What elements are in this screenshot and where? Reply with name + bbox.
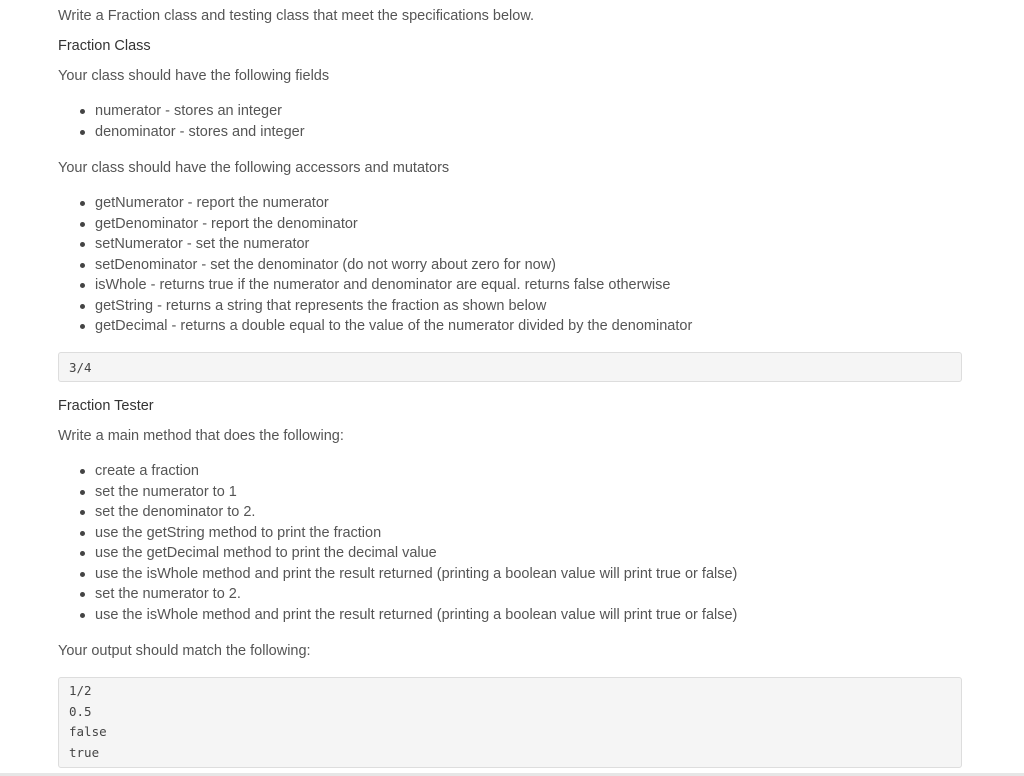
- expected-output-code-block: [58, 677, 962, 768]
- list-item: use the getString method to print the fraction: [58, 523, 737, 544]
- list-item: create a fraction: [58, 461, 737, 482]
- list-item: use the isWhole method and print the result returned (printing a boolean value will print true or false): [58, 605, 737, 626]
- list-item: use the getDecimal method to print the decimal value: [58, 543, 737, 564]
- code-line: 0.5: [69, 703, 92, 719]
- output-intro-text: Your output should match the following:: [58, 643, 311, 659]
- example-code-block: [58, 352, 962, 382]
- list-item: use the isWhole method and print the result returned (printing a boolean value will print true or false): [58, 564, 737, 585]
- code-line: true: [69, 745, 100, 761]
- code-line: 3/4: [69, 360, 92, 375]
- list-item: set the numerator to 2.: [58, 584, 737, 605]
- methods-intro-text: Your class should have the following accessors and mutators: [58, 160, 450, 176]
- list-item: getNumerator - report the numerator: [58, 193, 692, 214]
- fields-intro-text: Your class should have the following fields: [58, 68, 330, 84]
- code-line: 1/2: [69, 683, 92, 698]
- list-item: setNumerator - set the numerator: [58, 234, 692, 255]
- tester-intro-text: Write a main method that does the following:: [58, 428, 344, 444]
- list-item: setDenominator - set the denominator (do not worry about zero for now): [58, 255, 692, 276]
- tester-steps-list: [58, 461, 737, 625]
- list-item: set the numerator to 1: [58, 482, 737, 503]
- list-item: isWhole - returns true if the numerator and denominator are equal. returns false otherwise: [58, 275, 692, 296]
- list-item: denominator - stores and integer: [58, 122, 305, 143]
- list-item: getDenominator - report the denominator: [58, 214, 692, 235]
- fraction-tester-heading: Fraction Tester: [58, 398, 154, 414]
- list-item: numerator - stores an integer: [58, 101, 305, 122]
- list-item: getDecimal - returns a double equal to the value of the numerator divided by the denominator: [58, 316, 692, 337]
- intro-text: Write a Fraction class and testing class that meet the specifications below.: [58, 8, 535, 24]
- code-line: false: [69, 724, 107, 740]
- fraction-class-heading: Fraction Class: [58, 38, 151, 54]
- list-item: getString - returns a string that represents the fraction as shown below: [58, 296, 692, 317]
- list-item: set the denominator to 2.: [58, 502, 737, 523]
- fields-list: [58, 101, 305, 142]
- methods-list: [58, 193, 692, 337]
